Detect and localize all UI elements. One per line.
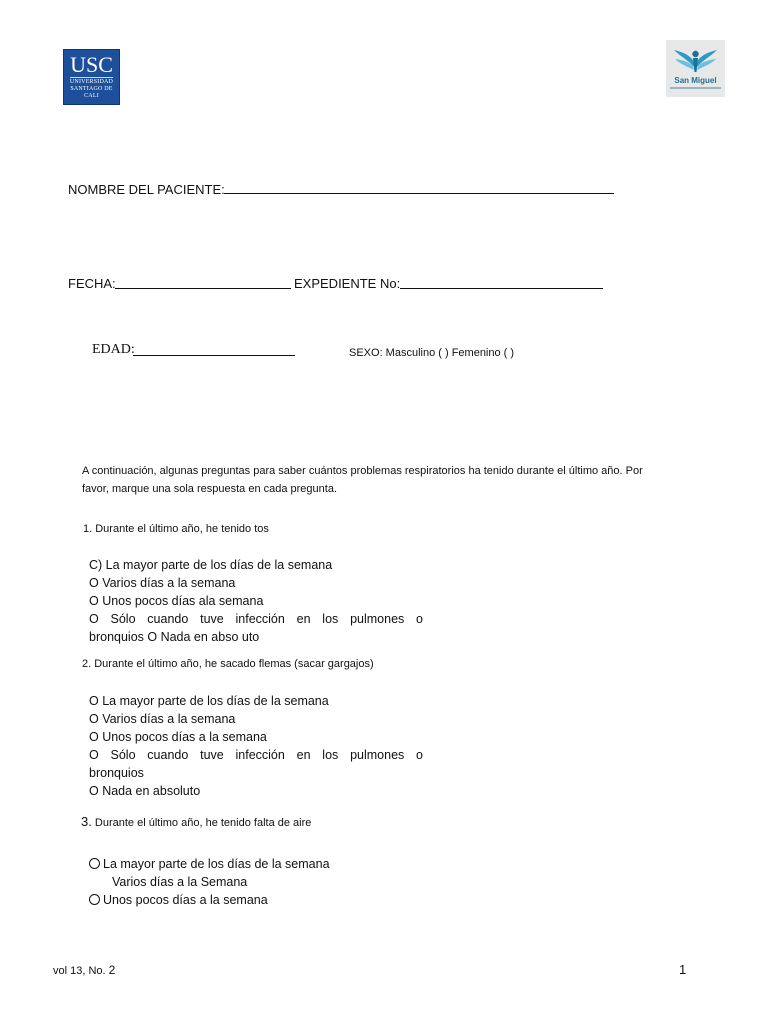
footer-volume xyxy=(53,963,115,977)
question-2-option-3[interactable]: O Unos pocos días a la semana xyxy=(89,730,267,744)
question-3-option-3[interactable] xyxy=(89,891,268,909)
san-miguel-logo xyxy=(666,40,725,97)
question-2-option-4-cont[interactable]: bronquios xyxy=(89,766,144,780)
age-label: EDAD: xyxy=(92,342,135,357)
question-1-option-2[interactable]: O Varios días a la semana xyxy=(89,576,236,590)
record-number-label: EXPEDIENTE No: xyxy=(294,276,401,291)
question-1-title: 1. Durante el último año, he tenido tos xyxy=(83,523,269,535)
question-1-option-3[interactable]: O Unos pocos días ala semana xyxy=(89,594,264,608)
question-2-option-4[interactable]: O Sólo cuando tuve infección en los pulmones o xyxy=(89,748,423,762)
patient-name-label: NOMBRE DEL PACIENTE: xyxy=(68,182,225,197)
question-1-option-1[interactable]: C) La mayor parte de los días de la semana xyxy=(89,558,333,572)
page-number: 1 xyxy=(679,962,687,977)
intro-text-line-2: favor, marque una sola respuesta en cada pregunta. xyxy=(82,483,338,495)
question-3-text: Durante el último año, he tenido falta de aire xyxy=(91,817,312,829)
question-3-number: 3. xyxy=(81,814,92,829)
question-1-option-4[interactable]: O Sólo cuando tuve infección en los pulmones o xyxy=(89,612,423,626)
question-1-option-5[interactable]: bronquios O Nada en abso uto xyxy=(89,630,260,644)
sex-selection: SEXO: Masculino ( ) Femenino ( ) xyxy=(349,347,515,359)
question-3-option-1-label: La mayor parte de los días de la semana xyxy=(103,857,330,871)
usc-logo-text: USC xyxy=(70,52,113,77)
radio-icon[interactable] xyxy=(89,894,100,905)
footer-volume-number: 2 xyxy=(108,963,116,977)
usc-logo xyxy=(63,49,120,105)
patient-name-field[interactable] xyxy=(224,193,614,194)
question-2-option-5[interactable]: O Nada en absoluto xyxy=(89,784,201,798)
record-number-field[interactable] xyxy=(400,288,603,289)
date-field[interactable] xyxy=(115,288,291,289)
usc-logo-subtext: UNIVERSIDAD SANTIAGO DE CALI xyxy=(69,79,114,99)
radio-icon[interactable] xyxy=(89,858,100,869)
question-2-option-2[interactable]: O Varios días a la semana xyxy=(89,712,236,726)
date-label: FECHA: xyxy=(68,276,116,291)
question-2-option-1[interactable]: O La mayor parte de los días de la semana xyxy=(89,694,329,708)
question-2-title: 2. Durante el último año, he sacado flemas (sacar gargajos) xyxy=(82,658,374,670)
question-3-option-3-label: Unos pocos días a la semana xyxy=(103,893,268,907)
question-3-option-2[interactable]: Varios días a la Semana xyxy=(112,875,248,889)
question-3-option-1[interactable] xyxy=(89,855,330,873)
san-miguel-logo-text: San Miguel xyxy=(674,76,717,85)
age-field[interactable] xyxy=(133,355,295,356)
wings-icon xyxy=(666,42,725,78)
intro-text-line-1: A continuación, algunas preguntas para saber cuántos problemas respiratorios ha tenido durante el último año. Por xyxy=(82,465,643,477)
question-3-title xyxy=(81,815,311,830)
footer-volume-text: vol 13, No. xyxy=(53,965,106,977)
